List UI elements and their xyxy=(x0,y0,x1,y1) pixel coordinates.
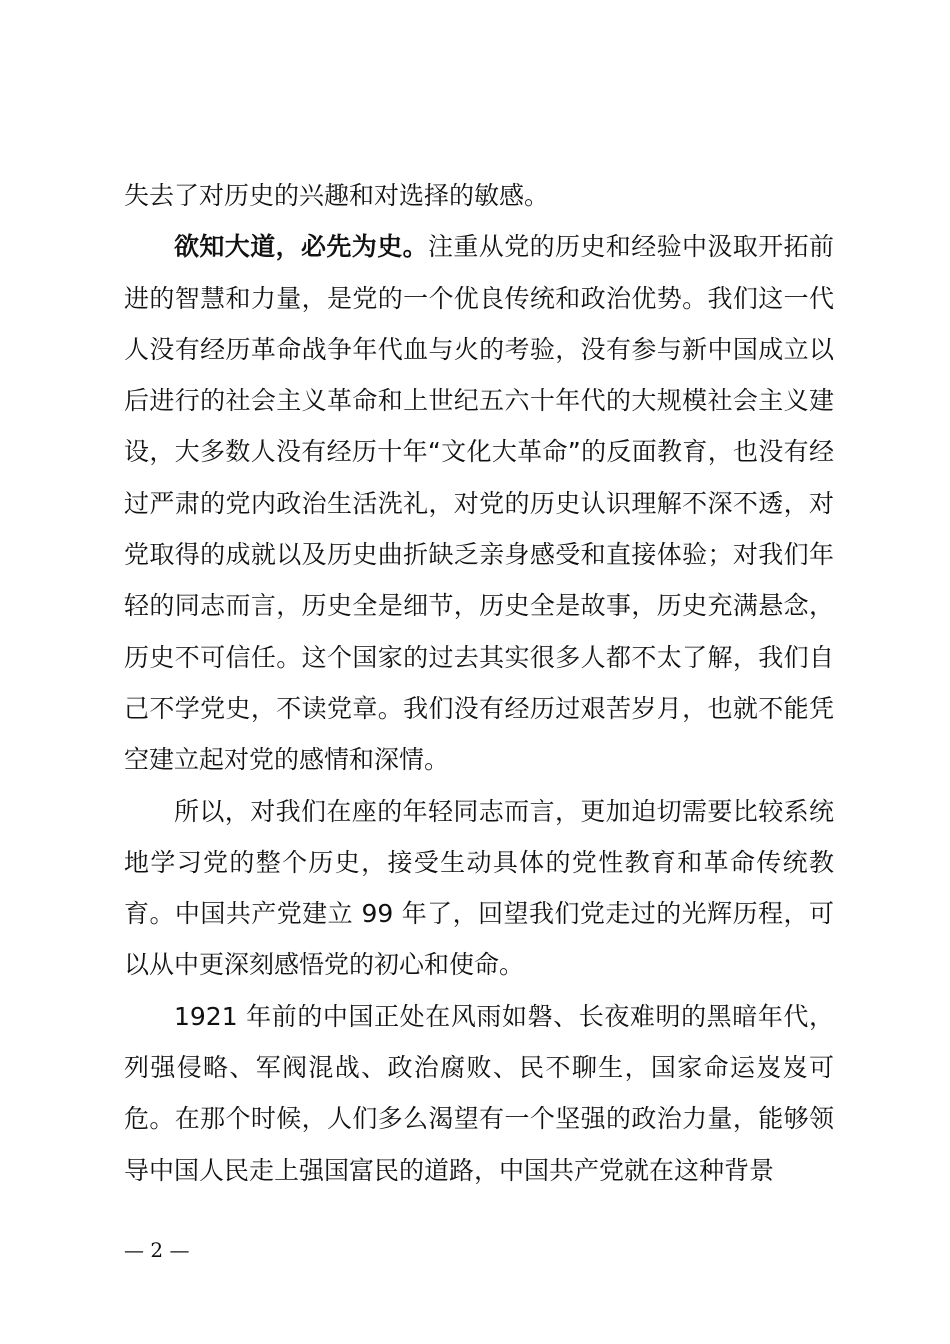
paragraph-continued: 失去了对历史的兴趣和对选择的敏感。 xyxy=(124,181,550,210)
paragraph-1921: 1921 年前的中国正处在风雨如磐、长夜难明的黑暗年代，列强侵略、军阀混战、政治腐败、民不聊生，国家命运岌岌可危。在那个时候，人们多么渴望有一个坚强的政治力量，能够领导中国人民走上强国富民的道路，中国共产党就在这种背景 xyxy=(124,1001,834,1185)
body-text xyxy=(124,170,834,1196)
page-number: — 2 — xyxy=(124,1238,190,1262)
paragraph-history xyxy=(124,221,834,785)
paragraph-young-comrades: 所以，对我们在座的年轻同志而言，更加迫切需要比较系统地学习党的整个历史，接受生动具体的党性教育和革命传统教育。中国共产党建立 99 年了，回望我们党走过的光辉历程，可以从中更深刻感悟党的初心和使命。 xyxy=(124,796,834,980)
bold-lead-sentence: 欲知大道，必先为史。 xyxy=(174,232,428,262)
paragraph-history-text: 注重从党的历史和经验中汲取开拓前进的智慧和力量，是党的一个优良传统和政治优势。我们这一代人没有经历革命战争年代血与火的考验，没有参与新中国成立以后进行的社会主义革命和上世纪五六十年代的大规模社会主义建设，大多数人没有经历十年“文化大革命”的反面教育，也没有经过严肃的党内政治生活洗礼，对党的历史认识理解不深不透，对党取得的成就以及历史曲折缺乏亲身感受和直接体验；对我们年轻的同志而言，历史全是细节，历史全是故事，历史充满悬念，历史不可信任。这个国家的过去其实很多人都不太了解，我们自己不学党史，不读党章。我们没有经历过艰苦岁月，也就不能凭空建立起对党的感情和深情。 xyxy=(124,232,834,775)
